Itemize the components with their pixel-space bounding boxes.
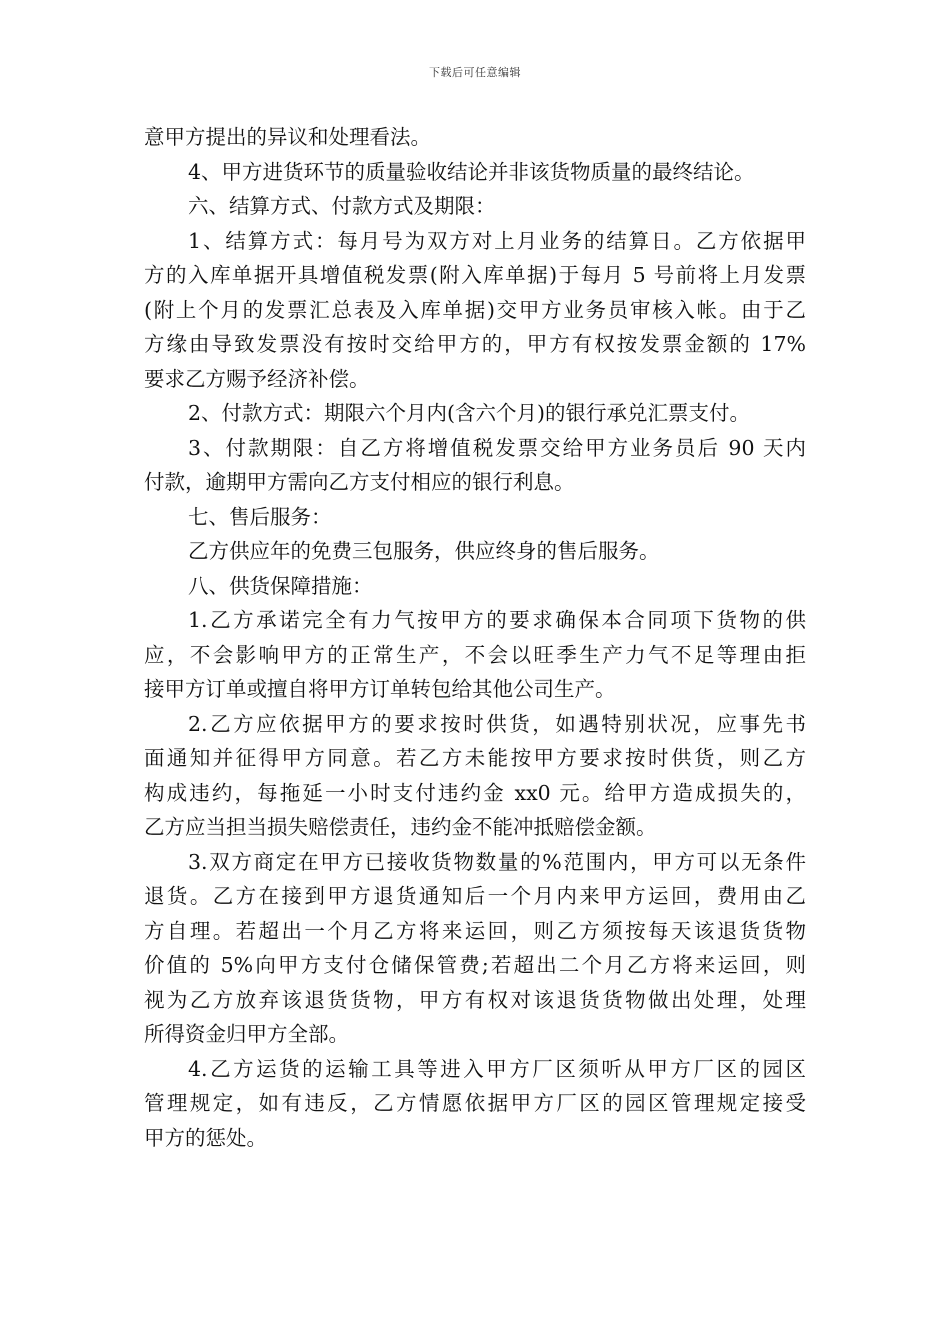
body-line: 付款，逾期甲方需向乙方支付相应的银行利息。 xyxy=(144,470,575,494)
body-line: 要求乙方赐予经济补偿。 xyxy=(144,366,370,391)
body-line: 退货。乙方在接到甲方退货通知后一个月内来甲方运回，费用由乙 xyxy=(144,884,806,908)
body-line: 六、结算方式、付款方式及期限： xyxy=(188,194,496,218)
body-line: 应，不会影响甲方的正常生产，不会以旺季生产力气不足等理由拒 xyxy=(144,642,806,667)
body-line: 乙方供应年的免费三包服务，供应终身的售后服务。 xyxy=(188,539,660,563)
body-line: 管理规定，如有违反，乙方情愿依据甲方厂区的园区管理规定接受 xyxy=(144,1091,806,1115)
body-line: 4.乙方运货的运输工具等进入甲方厂区须听从甲方厂区的园区 xyxy=(188,1056,806,1081)
body-line: 3、付款期限：自乙方将增值税发票交给甲方业务员后 90 天内 xyxy=(188,435,806,460)
body-line: 乙方应当担当损失赔偿责任，违约金不能冲抵赔偿金额。 xyxy=(144,815,657,839)
body-line: 视为乙方放弃该退货货物，甲方有权对该退货货物做出处理，处理 xyxy=(144,987,806,1012)
page-header: 下载后可任意编辑 xyxy=(429,66,521,79)
body-line: 意甲方提出的异议和处理看法。 xyxy=(144,125,431,149)
body-line: 3.双方商定在甲方已接收货物数量的%范围内，甲方可以无条件 xyxy=(188,849,806,874)
body-line: 价值的 5%向甲方支付仓储保管费;若超出二个月乙方将来运回，则 xyxy=(144,953,806,977)
body-line: 八、供货保障措施： xyxy=(188,573,373,598)
body-line: 4、甲方进货环节的质量验收结论并非该货物质量的最终结论。 xyxy=(188,159,755,184)
body-line: 构成违约，每拖延一小时支付违约金 xx0 元。给甲方造成损失的， xyxy=(144,780,806,805)
body-line: 方自理。若超出一个月乙方将来运回，则乙方须按每天该退货货物 xyxy=(144,918,806,943)
body-line: 方缘由导致发票没有按时交给甲方的，甲方有权按发票金额的 17% xyxy=(144,332,806,356)
body-line: 方的入库单据开具增值税发票(附入库单据)于每月 5 号前将上月发票 xyxy=(144,263,806,287)
body-line: 1.乙方承诺完全有力气按甲方的要求确保本合同项下货物的供 xyxy=(188,608,806,632)
document-body xyxy=(144,120,806,1155)
body-line: 所得资金归甲方全部。 xyxy=(144,1022,349,1046)
body-line: 2、付款方式：期限六个月内(含六个月)的银行承兑汇票支付。 xyxy=(188,401,751,425)
body-line: 面通知并征得甲方同意。若乙方未能按甲方要求按时供货，则乙方 xyxy=(144,746,806,770)
body-line: (附上个月的发票汇总表及入库单据)交甲方业务员审核入帐。由于乙 xyxy=(144,297,806,322)
body-line: 接甲方订单或擅自将甲方订单转包给其他公司生产。 xyxy=(144,677,616,701)
body-line: 七、售后服务： xyxy=(188,504,332,529)
body-line: 甲方的惩处。 xyxy=(144,1125,267,1150)
body-line: 2.乙方应依据甲方的要求按时供货，如遇特别状况，应事先书 xyxy=(188,711,806,736)
body-line: 1、结算方式：每月号为双方对上月业务的结算日。乙方依据甲 xyxy=(188,228,806,253)
